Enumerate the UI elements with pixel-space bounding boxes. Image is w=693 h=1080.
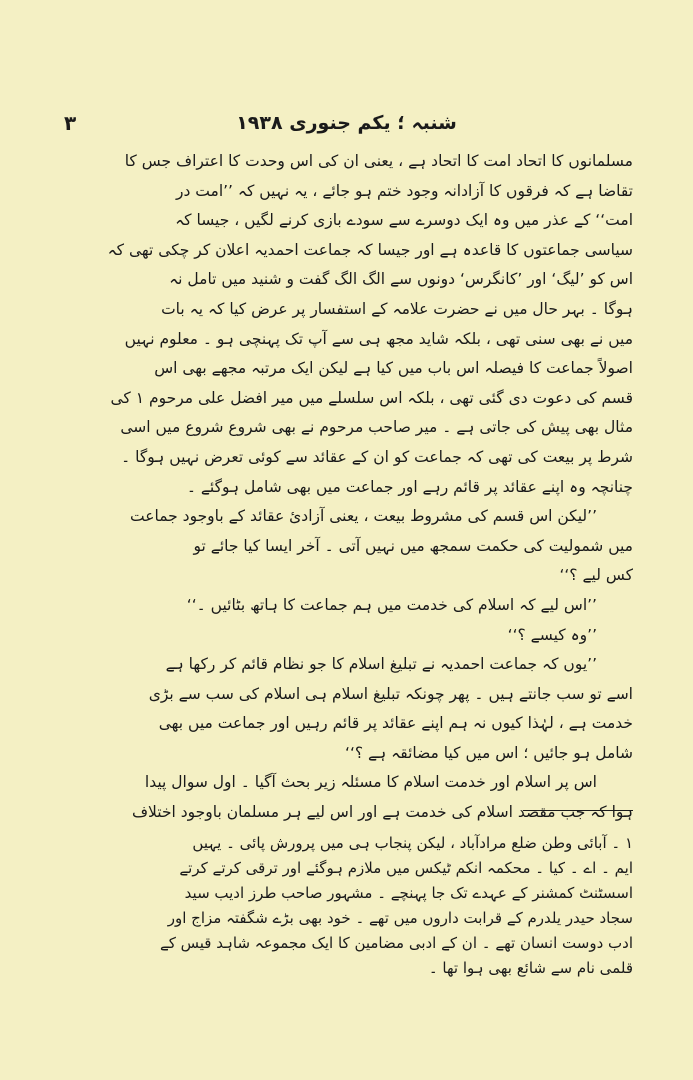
text-line: چنانچہ وہ اپنے عقائد پر قائم رہے اور جماعت میں بھی شامل ہوگئے ۔ [186,477,633,496]
text-line: میں نے بھی سنی تھی ، بلکہ شاید مجھ ہی سے آپ تک پہنچی ہو ۔ معلوم نہیں [124,329,633,348]
text-line: شامل ہو جائیں ؛ اس میں کیا مضائقہ ہے ؟‘‘ [345,743,633,762]
text-line: قسم کی دعوت دی گئی تھی ، بلکہ اس سلسلے میں میر افضل علی مرحوم ۱ کی [110,388,633,407]
text-line: ’’لیکن اس قسم کی مشروط بیعت ، یعنی آزادئ عقائد کے باوجود جماعت [130,507,597,526]
text-line: ہوگا ۔ بہر حال میں نے حضرت علامہ کے استفسار پر عرض کیا کہ یہ بات [161,299,633,318]
text-line: ’’اس لیے کہ اسلام کی خدمت میں ہم جماعت کا ہاتھ بٹائیں ۔‘‘ [186,595,597,614]
footnote-line: قلمی نام سے شائع بھی ہوا تھا ۔ [428,959,633,977]
text-line: اصولاً جماعت کا فیصلہ اس باب میں کیا ہے لیکن ایک مرتبہ مجھے بھی اس [154,359,633,378]
text-line: مثال بھی پیش کی جاتی ہے ۔ میر صاحب مرحوم نے بھی شروع شروع میں اسی [120,418,633,437]
text-line: ’’وہ کیسے ؟‘‘ [507,625,597,644]
footnote-line: ایم ۔ اے ۔ کیا ۔ محکمہ انکم ٹیکس میں ملازم ہوگئے اور ترقی کرتے کرتے [179,859,633,877]
page-title: شنبہ ؛ یکم جنوری ۱۹۳۸ [236,112,457,134]
text-line: اسے تو سب جانتے ہیں ۔ پھر چونکہ تبلیغ اسلام ہی اسلام کی سب سے بڑی [148,684,633,703]
footnote [62,831,633,981]
text-line: میں شمولیت کی حکمت سمجھ میں نہیں آتی ۔ آخر ایسا کیا جائے تو [193,536,633,555]
main-text [62,147,633,828]
text-line: اس کو ’لیگ‘ اور ’کانگرس‘ دونوں سے الگ الگ گفت و شنید میں تامل نہ [169,270,633,289]
text-line: سیاسی جماعتوں کا قاعدہ ہے اور جیسا کہ جماعت احمدیہ اعلان کر چکی تھی کہ [107,240,633,259]
footnote-line: سجاد حیدر یلدرم کے قرابت داروں میں تھے ۔ خود بھی بڑے شگفتہ مزاج اور [167,909,633,927]
page-number: ۳ [64,111,77,135]
text-line: اس پر اسلام اور خدمت اسلام کا مسئلہ زیر بحث آگیا ۔ اول سوال پیدا [144,773,597,792]
footnote-divider [523,810,633,811]
footnote-line: ۱ ۔ آبائی وطن ضلع مرادآباد ، لیکن پنجاب ہی میں پرورش پائی ۔ یہیں [192,834,633,852]
text-line: ’’یوں کہ جماعت احمدیہ نے تبلیغ اسلام کا جو نظام قائم کر رکھا ہے [165,655,597,674]
page-header [60,108,633,138]
text-line: کس لیے ؟‘‘ [559,566,633,585]
text-line: تقاضا ہے کہ فرقوں کا آزادانہ وجود ختم ہو جائے ، یہ نہیں کہ ’’امت در [175,181,633,200]
footnote-line: اسسٹنٹ کمشنر کے عہدے تک جا پہنچے ۔ مشہور صاحب طرز ادیب سید [184,884,633,902]
footnote-line: ادب دوست انسان تھے ۔ ان کے ادبی مضامین کا ایک مجموعہ شاہد قیس کے [159,934,633,952]
text-line: خدمت ہے ، لہٰذا کیوں نہ ہم اپنے عقائد پر قائم رہیں اور جماعت میں بھی [158,714,633,733]
text-line: شرط پر بیعت کی تھی کہ جماعت کو ان کے عقائد سے کوئی تعرض نہیں ہوگا ۔ [121,447,633,466]
text-line: مسلمانوں کا اتحاد امت کا اتحاد ہے ، یعنی ان کی اس وحدت کا اعتراف جس کا [124,152,633,170]
text-line: ہوا کہ جب مقصد اسلام کی خدمت ہے اور اس لیے ہر مسلمان باوجود اختلاف [131,803,633,822]
text-line: امت‘‘ کے عذر میں وہ ایک دوسرے سے سودے بازی کرنے لگیں ، جیسا کہ [175,211,633,230]
